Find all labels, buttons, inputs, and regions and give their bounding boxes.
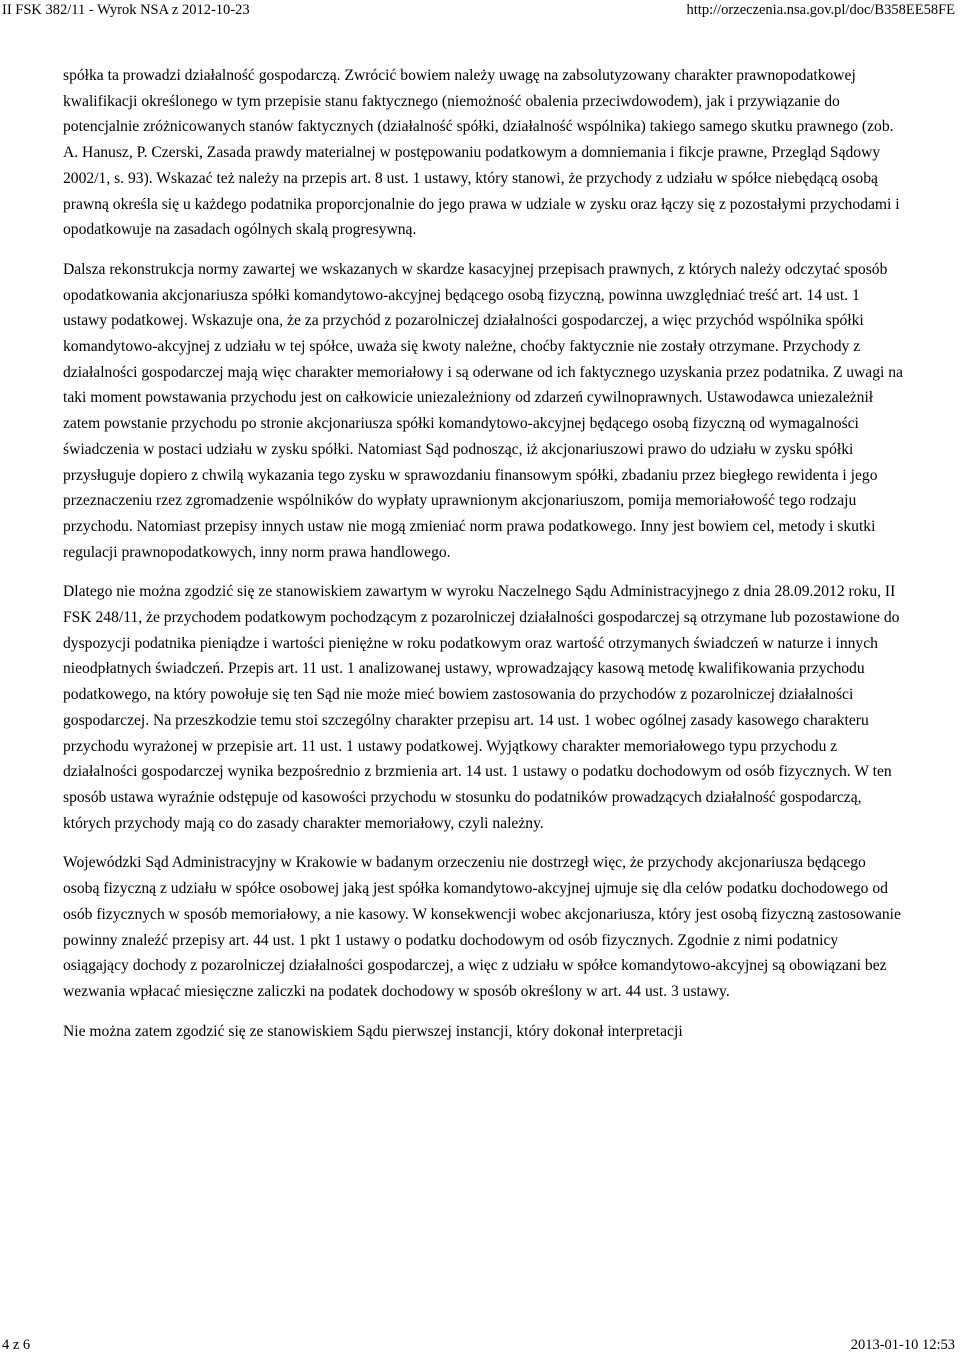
paragraph: Wojewódzki Sąd Administracyjny w Krakowie w badanym orzeczeniu nie dostrzegł więc, że przychody akcjonariusza będącego osobą fizyczną z udziału w spółce osobowej jaką jest spółka komandytowo-akcyjnej ujmuje się dla celów podatku dochodowego od osób fizycznych w sposób memoriałowy, a nie kasowy. W konsekwencji wobec akcjonariusza, który jest osobą fizyczną zastosowanie powinny znaleźć przepisy art. 44 ust. 1 pkt 1 ustawy o podatku dochodowym od osób fizycznych. Zgodnie z nimi podatnicy osiągający dochody z pozarolniczej działalności gospodarczej, a więc z udziału w spółce komandytowo-akcyjnej są obowiązani bez wezwania wpłacać miesięczne zaliczki na podatek dochodowy w sposób określony w art. 44 ust. 3 ustawy. xyxy=(63,854,901,1000)
print-header xyxy=(0,2,960,20)
page-number: 4 z 6 xyxy=(2,1337,31,1353)
print-datetime: 2013-01-10 12:53 xyxy=(850,1337,955,1353)
paragraph: Dalsza rekonstrukcja normy zawartej we wskazanych w skardze kasacyjnej przepisach prawnych, z których należy odczytać sposób opodatkowania akcjonariusza spółki komandytowo-akcyjnej będącego osobą fizyczną, powinna uwzględniać treść art. 14 ust. 1 ustawy podatkowej. Wskazuje ona, że za przychód z pozarolniczej działalności gospodarczej, a więc przychód wspólnika spółki komandytowo-akcyjnej z udziału w tej spółce, uważa się kwoty należne, choćby faktycznie nie zostały otrzymane. Przychody z działalności gospodarczej mają więc charakter memoriałowy i są oderwane od ich faktycznego uzyskania przez podatnika. Z uwagi na taki moment powstawania przychodu jest on całkowicie uniezależniony od zdarzeń cywilnoprawnych. Ustawodawca uniezależnił zatem powstanie przychodu po stronie akcjonariusza spółki komandytowo-akcyjnej będącego osobą fizyczną od wymagalności świadczenia w postaci udziału w zysku spółki. Natomiast Sąd podnosząc, iż akcjonariuszowi prawo do udziału w zysku spółki przysługuje dopiero z chwilą wykazania tego zysku w sprawozdaniu finansowym spółki, zbadaniu przez biegłego rewidenta i jego przeznaczeniu rzez zgromadzenie wspólników do wypłaty uprawnionym akcjonariuszom, pomija memoriałowość tego rodzaju przychodu. Natomiast przepisy innych ustaw nie mogą zmieniać norm prawa podatkowego. Inny jest bowiem cel, metody i skutki regulacji prawnopodatkowych, inny norm prawa handlowego. xyxy=(63,260,903,561)
paragraph: Dlatego nie można zgodzić się ze stanowiskiem zawartym w wyroku Naczelnego Sądu Administracyjnego z dnia 28.09.2012 roku, II FSK 248/11, że przychodem podatkowym pochodzącym z pozarolniczej działalności gospodarczej są otrzymane lub pozostawione do dyspozycji podatnika pieniądze i wartości pieniężne w roku podatkowym oraz wartość otrzymanych świadczeń w naturze i innych nieodpłatnych świadczeń. Przepis art. 11 ust. 1 analizowanej ustawy, wprowadzający kasową metodę kwalifikowania przychodu podatkowego, na który powołuje się ten Sąd nie może mieć bowiem zastosowania do przychodów z pozarolniczej działalności gospodarczej. Na przeszkodzie temu stoi szczególny charakter przepisu art. 14 ust. 1 wobec ogólnej zasady kasowego charakteru przychodu wyrażonej w przepisie art. 11 ust. 1 ustawy podatkowej. Wyjątkowy charakter memoriałowego typu przychodu z działalności gospodarczej wynika bezpośrednio z brzmienia art. 14 ust. 1 ustawy o podatku dochodowym od osób fizycznych. W ten sposób ustawa wyraźnie odstępuje od kasowości przychodu w stosunku do podatników prowadzących działalność gospodarczą, których przychody mają co do zasady charakter memoriałowy, czyli należny. xyxy=(63,583,900,832)
document-title: II FSK 382/11 - Wyrok NSA z 2012-10-23 xyxy=(2,2,250,18)
source-url: http://orzeczenia.nsa.gov.pl/doc/B358EE58FE xyxy=(686,2,955,18)
print-footer xyxy=(0,1337,960,1355)
paragraph: Nie można zatem zgodzić się ze stanowiskiem Sądu pierwszej instancji, który dokonał interpretacji xyxy=(63,1022,683,1040)
document-body xyxy=(63,63,903,1044)
paragraph: spółka ta prowadzi działalność gospodarczą. Zwrócić bowiem należy uwagę na zabsolutyzowany charakter prawnopodatkowej kwalifikacji określonego w tym przepisie stanu faktycznego (niemożność obalenia przeciwdowodem), jak i przywiązanie do potencjalnie zróżnicowanych stanów faktycznych (działalność spółki, działalność wspólnika) takiego samego skutku prawnego (zob. A. Hanusz, P. Czerski, Zasada prawdy materialnej w postępowaniu podatkowym a domniemania i fikcje prawne, Przegląd Sądowy 2002/1, s. 93). Wskazać też należy na przepis art. 8 ust. 1 ustawy, który stanowi, że przychody z udziału w spółce niebędącą osobą prawną określa się u każdego podatnika proporcjonalnie do jego prawa w udziale w zysku oraz łączy się z pozostałymi przychodami i opodatkowuje na zasadach ogólnych skalą progresywną. xyxy=(63,67,900,239)
